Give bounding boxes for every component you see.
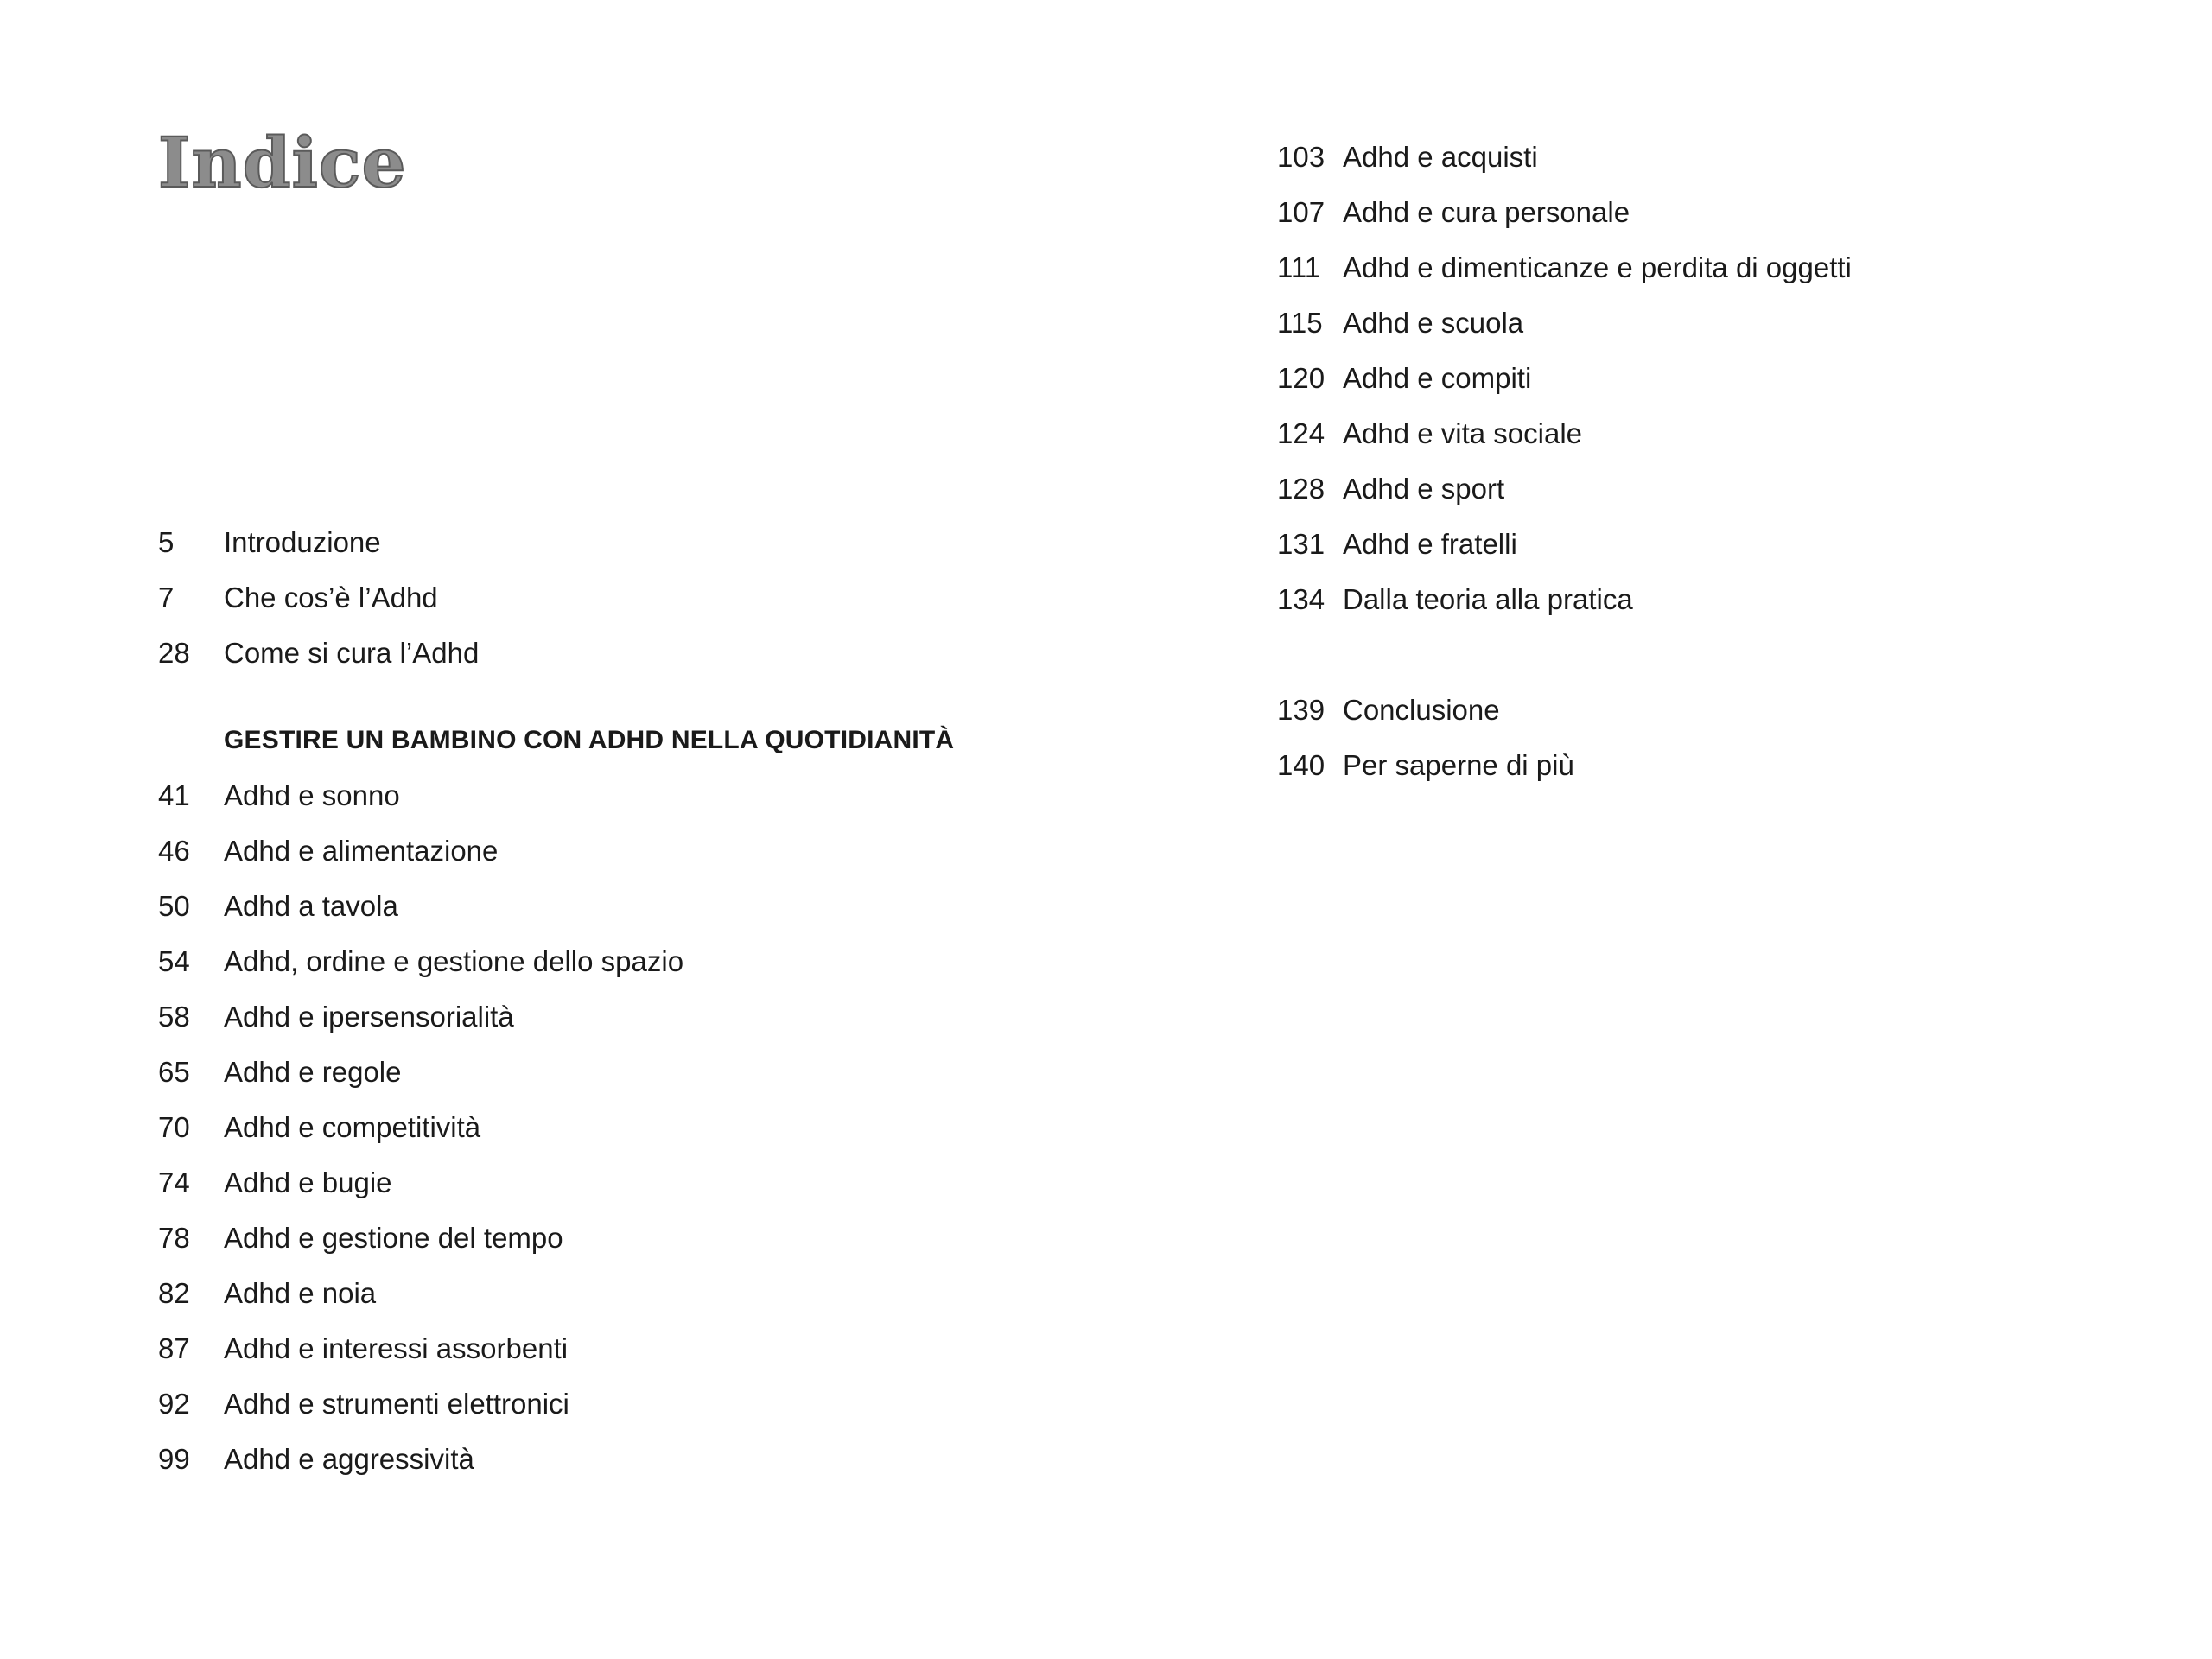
- toc-page-number: 139: [1277, 694, 1325, 726]
- toc-entry-title: Come si cura l’Adhd: [224, 637, 480, 669]
- toc-entry-title: Conclusione: [1343, 694, 1500, 726]
- toc-entry-title: Adhd e vita sociale: [1343, 417, 1583, 449]
- toc-entry[interactable]: [158, 989, 1195, 1045]
- toc-entry-title: Adhd e dimenticanze e perdita di oggetti: [1343, 251, 1852, 283]
- toc-entry[interactable]: [1277, 517, 2141, 572]
- toc-column-left: [158, 515, 1195, 1487]
- toc-entry-title: Adhd e cura personale: [1343, 196, 1630, 228]
- toc-page-number: 41: [158, 779, 190, 811]
- toc-entry[interactable]: [158, 1266, 1195, 1321]
- toc-entry[interactable]: [158, 934, 1195, 989]
- toc-entry[interactable]: [158, 1155, 1195, 1211]
- toc-page-number: 46: [158, 835, 190, 867]
- toc-page-number: 50: [158, 890, 190, 922]
- toc-entry[interactable]: [1277, 240, 2141, 296]
- toc-entry-title: Adhd e regole: [224, 1056, 402, 1088]
- toc-entry[interactable]: [158, 1100, 1195, 1155]
- toc-page-number: 134: [1277, 583, 1325, 615]
- toc-page-number: 92: [158, 1388, 190, 1420]
- toc-page-number: 65: [158, 1056, 190, 1088]
- toc-entry-title: Adhd e scuola: [1343, 307, 1524, 339]
- toc-page-number: 140: [1277, 749, 1325, 781]
- toc-page-number: 131: [1277, 528, 1325, 560]
- toc-section-heading: GESTIRE UN BAMBINO CON ADHD NELLA QUOTIDIANITÀ: [224, 726, 955, 754]
- toc-entry-title: Adhd e sport: [1343, 473, 1505, 505]
- toc-entry[interactable]: [1277, 351, 2141, 406]
- toc-entry[interactable]: [1277, 130, 2141, 185]
- toc-page-number: 7: [158, 582, 175, 613]
- toc-page-number: 120: [1277, 362, 1325, 394]
- toc-page-number: 78: [158, 1222, 190, 1254]
- toc-entry[interactable]: [1277, 683, 2141, 738]
- toc-entry[interactable]: [158, 823, 1195, 879]
- toc-page-number: 74: [158, 1166, 190, 1198]
- toc-entry-title: Adhd e strumenti elettronici: [224, 1388, 569, 1420]
- toc-entry-title: Che cos’è l’Adhd: [224, 582, 438, 613]
- toc-entry-title: Per saperne di più: [1343, 749, 1574, 781]
- toc-entry[interactable]: [1277, 185, 2141, 240]
- toc-entry[interactable]: [1277, 572, 2141, 627]
- toc-entry-title: Adhd e aggressività: [224, 1443, 474, 1475]
- toc-page-number: 103: [1277, 141, 1325, 173]
- toc-page-number: 99: [158, 1443, 190, 1475]
- toc-entry[interactable]: [1277, 738, 2141, 793]
- toc-entry-title: Adhd e ipersensorialità: [224, 1001, 514, 1033]
- toc-spacer: [1277, 627, 2141, 683]
- toc-page-number: 70: [158, 1111, 190, 1143]
- toc-page-number: 107: [1277, 196, 1325, 228]
- toc-entry-title: Dalla teoria alla pratica: [1343, 583, 1633, 615]
- toc-page-number: 115: [1277, 307, 1323, 339]
- toc-page-number: 54: [158, 945, 190, 977]
- toc-entry[interactable]: [158, 879, 1195, 934]
- toc-entry-title: Adhd e sonno: [224, 779, 400, 811]
- toc-entry-title: Adhd e fratelli: [1343, 528, 1517, 560]
- toc-entry-title: Adhd a tavola: [224, 890, 398, 922]
- toc-entry-title: Adhd e competitività: [224, 1111, 481, 1143]
- toc-entry[interactable]: [158, 626, 1195, 681]
- toc-entry-title: Adhd e bugie: [224, 1166, 392, 1198]
- toc-entry[interactable]: [1277, 461, 2141, 517]
- toc-entry-title: Adhd e acquisti: [1343, 141, 1538, 173]
- toc-entry-title: Introduzione: [224, 526, 381, 558]
- toc-entry-title: Adhd e alimentazione: [224, 835, 499, 867]
- toc-entry[interactable]: [1277, 406, 2141, 461]
- toc-page-number: 5: [158, 526, 175, 558]
- toc-entry[interactable]: [158, 1376, 1195, 1432]
- toc-page-number: 124: [1277, 417, 1325, 449]
- toc-entry-title: Adhd e interessi assorbenti: [224, 1332, 569, 1364]
- toc-page-number: 82: [158, 1277, 190, 1309]
- toc-entry-title: Adhd e noia: [224, 1277, 377, 1309]
- toc-page-number: 128: [1277, 473, 1325, 505]
- toc-page-number: 87: [158, 1332, 190, 1364]
- toc-entry-title: Adhd, ordine e gestione dello spazio: [224, 945, 684, 977]
- toc-page-number: 58: [158, 1001, 190, 1033]
- toc-entry-title: Adhd e compiti: [1343, 362, 1532, 394]
- page-title: Indice: [158, 122, 407, 203]
- toc-entry[interactable]: [158, 768, 1195, 823]
- toc-entry[interactable]: [158, 1432, 1195, 1487]
- toc-page-number: 28: [158, 637, 190, 669]
- toc-page-number: 111: [1277, 251, 1321, 283]
- toc-entry[interactable]: [158, 570, 1195, 626]
- toc-entry[interactable]: [158, 1045, 1195, 1100]
- toc-entry-title: Adhd e gestione del tempo: [224, 1222, 563, 1254]
- toc-column-right: [1277, 130, 2141, 793]
- toc-entry[interactable]: [158, 1321, 1195, 1376]
- toc-entry[interactable]: [1277, 296, 2141, 351]
- toc-entry[interactable]: [158, 1211, 1195, 1266]
- toc-entry[interactable]: [158, 515, 1195, 570]
